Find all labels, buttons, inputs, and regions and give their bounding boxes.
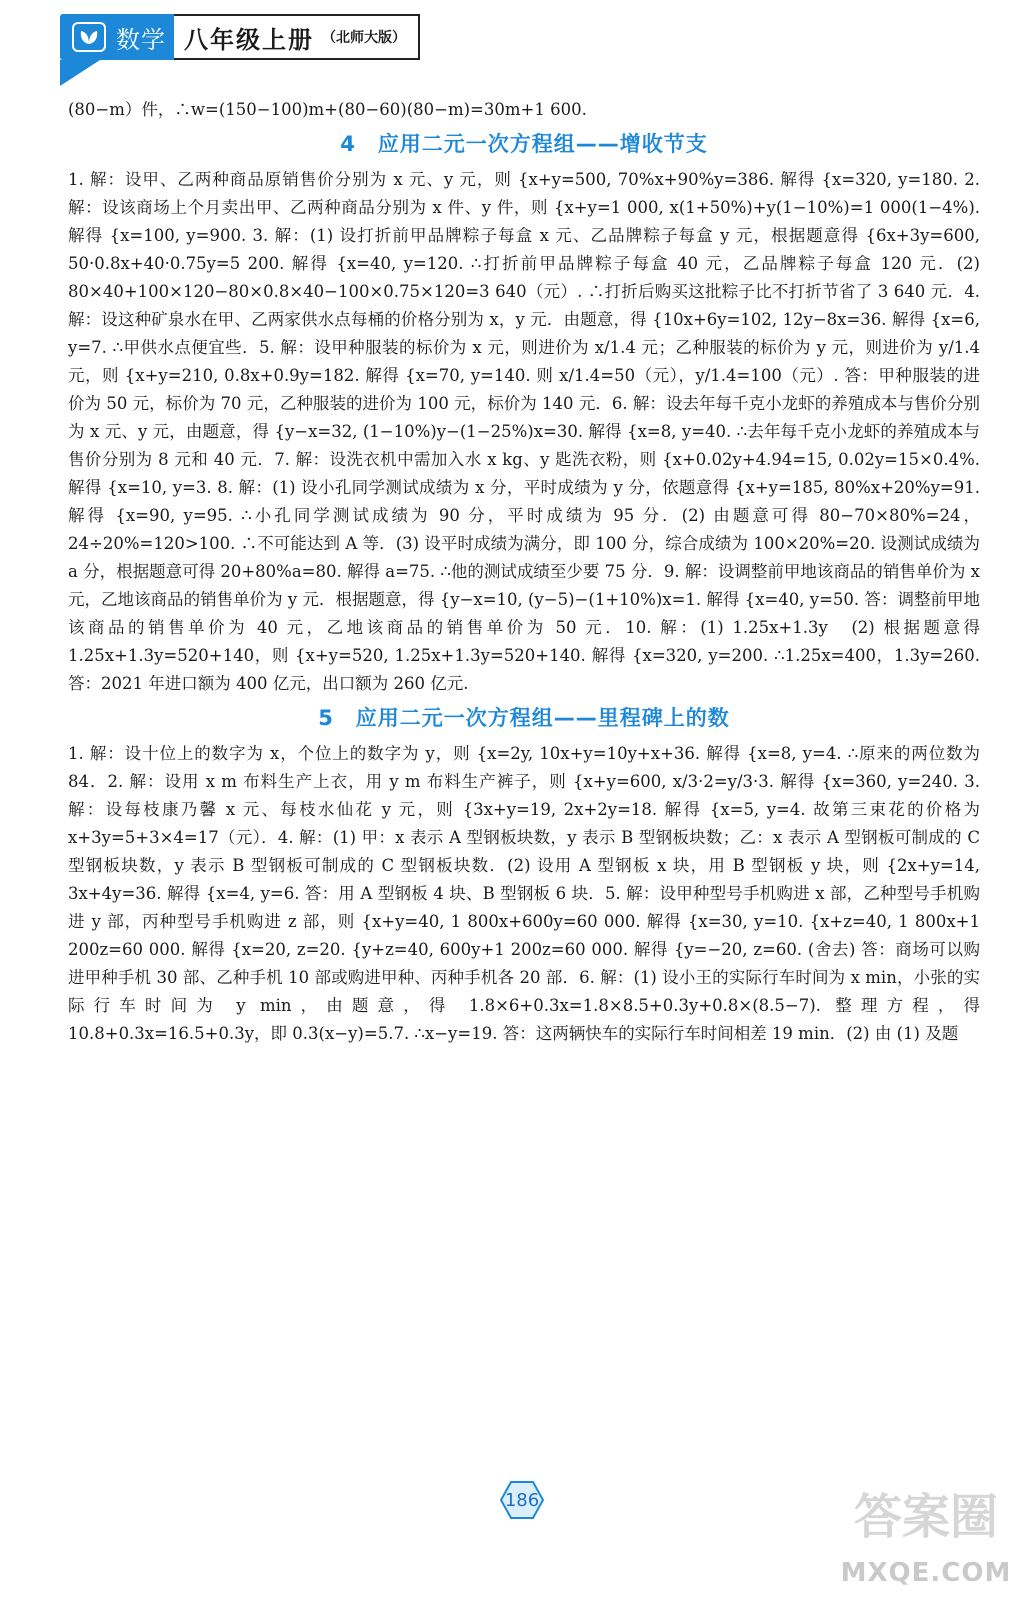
section-4-title: 4 应用二元一次方程组——增收节支	[340, 132, 708, 156]
section-5-title: 5 应用二元一次方程组——里程碑上的数	[318, 706, 730, 730]
answer-content	[68, 96, 980, 1048]
section-5-answers: 1. 解：设十位上的数字为 x，个位上的数字为 y，则 {x=2y, 10x+y=10y+x+36. 解得 {x=8, y=4. ∴原来的两位数为 84．2. 解：设用 x m 布料生产上衣，用 y m 布料生产裤子，则 {x+y=600, x/3·2=y/3·3. 解得 {x=360, y=240. 3. 解：设每枝康乃馨 x 元、每枝水仙花 y 元，则 {3x+y=19, 2x+2y=18. 解得 {x=5, y=4. 故第三束花的价格为 x+3y=5+3×4=17（元）．4. 解：(1) 甲：x 表示 A 型钢板块数，y 表示 B 型钢板块数；乙：x 表示 A 型钢板可制成的 C 型钢板块数，y 表示 B 型钢板可制成的 C 型钢板块数．(2) 设用 A 型钢板 x 块，用 B 型钢板 y 块，则 {2x+y=14, 3x+4y=36. 解得 {x=4, y=6. 答：用 A 型钢板 4 块、B 型钢板 6 块．5. 解：设甲种型号手机购进 x 部，乙种型号手机购进 y 部，丙种型号手机购进 z 部，则 {x+y=40, 1 800x+600y=60 000. 解得 {x=30, y=10. {x+z=40, 1 800x+1 200z=60 000. 解得 {x=20, z=20. {y+z=40, 600y+1 200z=60 000. 解得 {y=−20, z=60. (舍去) 答：商场可以购进甲种手机 30 部、乙种手机 10 部或购进甲种、丙种手机各 20 部．6. 解：(1) 设小王的实际行车时间为 x min，小张的实际行车时间为 y min，由题意，得 1.8×6+0.3x=1.8×8.5+0.3y+0.8×(8.5−7). 整理方程，得 10.8+0.3x=16.5+0.3y，即 0.3(x−y)=5.7. ∴x−y=19. 答：这两辆快车的实际行车时间相差 19 min．(2) 由 (1) 及题	[68, 744, 980, 1043]
watermark-logo: 答案圈	[853, 1489, 998, 1545]
page-header	[60, 14, 420, 60]
grade-banner	[174, 14, 420, 60]
page-number-badge	[500, 1480, 544, 1520]
subject-label: 数学	[116, 25, 166, 54]
header-tail	[60, 60, 100, 86]
page-number: 186	[504, 1489, 540, 1511]
section-4-answers: 1. 解：设甲、乙两种商品原销售价分别为 x 元、y 元，则 {x+y=500, 70%x+90%y=386. 解得 {x=320, y=180. 2. 解：设该商场上个月卖出甲、乙两种商品分别为 x 件、y 件，则 {x+y=1 000, x(1+50%)+y(1−10%)=1 000(1−4%). 解得 {x=100, y=900. 3. 解：(1) 设打折前甲品牌粽子每盒 x 元、乙品牌粽子每盒 y 元，根据题意得 {6x+3y=600, 50·0.8x+40·0.75y=5 200. 解得 {x=40, y=120. ∴打折前甲品牌粽子每盒 40 元，乙品牌粽子每盒 120 元．(2) 80×40+100×120−80×0.8×40−100×0.75×120=3 640（元）. ∴打折后购买这批粽子比不打折节省了 3 640 元．4. 解：设这种矿泉水在甲、乙两家供水点每桶的价格分别为 x，y 元．由题意，得 {10x+6y=102, 12y−8x=36. 解得 {x=6, y=7. ∴甲供水点便宜些．5. 解：设甲种服装的标价为 x 元，则进价为 x/1.4 元；乙种服装的标价为 y 元，则进价为 y/1.4 元，则 {x+y=210, 0.8x+0.9y=182. 解得 {x=70, y=140. 则 x/1.4=50（元），y/1.4=100（元）. 答：甲种服装的进价为 50 元，标价为 70 元，乙种服装的进价为 100 元，标价为 140 元．6. 解：设去年每千克小龙虾的养殖成本与售价分别为 x 元、y 元，由题意，得 {y−x=32, (1−10%)y−(1−25%)x=30. 解得 {x=8, y=40. ∴去年每千克小龙虾的养殖成本与售价分别为 8 元和 40 元．7. 解：设洗衣机中需加入水 x kg、y 匙洗衣粉，则 {x+0.02y+4.94=15, 0.02y=15×0.4%. 解得 {x=10, y=3. 8. 解：(1) 设小孔同学测试成绩为 x 分，平时成绩为 y 分，依题意得 {x+y=185, 80%x+20%y=91. 解得 {x=90, y=95. ∴小孔同学测试成绩为 90 分，平时成绩为 95 分．(2) 由题意可得 80−70×80%=24，24÷20%=120>100. ∴不可能达到 A 等．(3) 设平时成绩为满分，即 100 分，综合成绩为 100×20%=20. 设测试成绩为 a 分，根据题意可得 20+80%a=80. 解得 a=75. ∴他的测试成绩至少要 75 分．9. 解：设调整前甲地该商品的销售单价为 x 元，乙地该商品的销售单价为 y 元．根据题意，得 {y−x=10, (y−5)−(1+10%)x=1. 解得 {x=40, y=50. 答：调整前甲地该商品的销售单价为 40 元，乙地该商品的销售单价为 50 元．10. 解：(1) 1.25x+1.3y (2) 根据题意得 1.25x+1.3y=520+140，则 {x+y=520, 1.25x+1.3y=520+140. 解得 {x=320, y=200. ∴1.25x=400，1.3y=260. 答：2021 年进口额为 400 亿元，出口额为 260 亿元.	[68, 170, 980, 693]
grade-label: 八年级上册	[184, 25, 314, 54]
book-icon	[72, 22, 106, 52]
carryover-line: (80−m）件，∴w=(150−100)m+(80−60)(80−m)=30m+1 600.	[68, 100, 587, 119]
watermark	[836, 1472, 1016, 1592]
subject-banner	[60, 14, 174, 60]
edition-label: （北师大版）	[322, 30, 406, 46]
watermark-url: MXQE.COM	[840, 1558, 1012, 1588]
